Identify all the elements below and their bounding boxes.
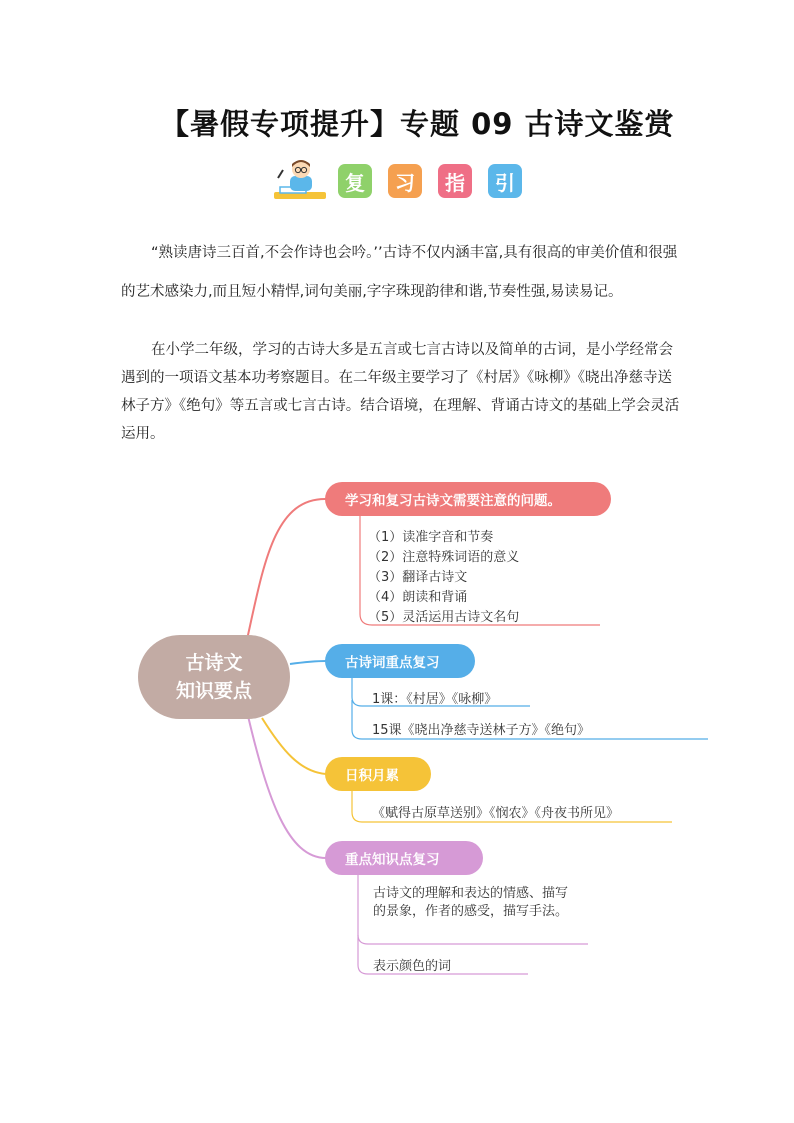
guide-tile-4: 引 xyxy=(488,164,522,198)
connector-pink xyxy=(248,716,326,858)
guide-tile-3: 指 xyxy=(438,164,472,198)
list-item: （5）灵活运用古诗文名句 xyxy=(368,610,520,625)
intro-paragraph-2: 在小学二年级，学习的古诗大多是五言或七言古诗以及简单的古词，是小学经常会遇到的一项语文基本功考察题目。在二年级主要学习了《村居》《咏柳》《晓出净慈寺送林子方》《绝句》等五言或七言古诗。结合语境，在理解、背诵古诗文的基础上学会灵活运用。 xyxy=(121,342,680,442)
list-item: （2）注意特殊词语的意义 xyxy=(368,550,520,565)
list-item: 15课《晓出净慈寺送林子方》《绝句》 xyxy=(372,723,591,738)
branch-daily-accumulation: 日积月累 xyxy=(325,757,431,791)
center-line-1: 古诗文 xyxy=(185,652,243,674)
guide-tile-1: 复 xyxy=(338,164,372,198)
branch-key-poems: 古诗词重点复习 xyxy=(325,644,475,678)
intro-paragraph-1: “熟读唐诗三百首,不会作诗也会吟。’’古诗不仅内涵丰富,具有很高的审美价值和很强的艺术感染力,而且短小精悍,词句美丽,字字珠现韵律和谐,节奏性强,易读易记。 xyxy=(121,245,678,300)
page-title: 【暑假专项提升】专题 09 古诗文鉴赏 xyxy=(160,107,675,141)
center-line-2: 知识要点 xyxy=(175,680,252,702)
connector-yellow xyxy=(262,718,326,774)
list-item: 《赋得古原草送别》《悯农》《舟夜书所见》 xyxy=(372,806,620,821)
guide-tile-2: 习 xyxy=(388,164,422,198)
list-item: 古诗文的理解和表达的情感、描写的景象，作者的感受，描写手法。 xyxy=(373,886,569,919)
list-item: 表示颜色的词 xyxy=(373,959,452,974)
connector-blue xyxy=(290,661,326,664)
branch-key-knowledge: 重点知识点复习 xyxy=(325,841,483,875)
branch-study-notes: 学习和复习古诗文需要注意的问题。 xyxy=(325,482,611,516)
mindmap-center-node xyxy=(138,635,290,719)
list-item: 1课：《村居》《咏柳》 xyxy=(372,692,498,707)
list-item: （3）翻译古诗文 xyxy=(368,570,468,585)
list-item: （1）读准字音和节奏 xyxy=(368,530,494,545)
list-item: （4）朗读和背诵 xyxy=(368,590,468,605)
